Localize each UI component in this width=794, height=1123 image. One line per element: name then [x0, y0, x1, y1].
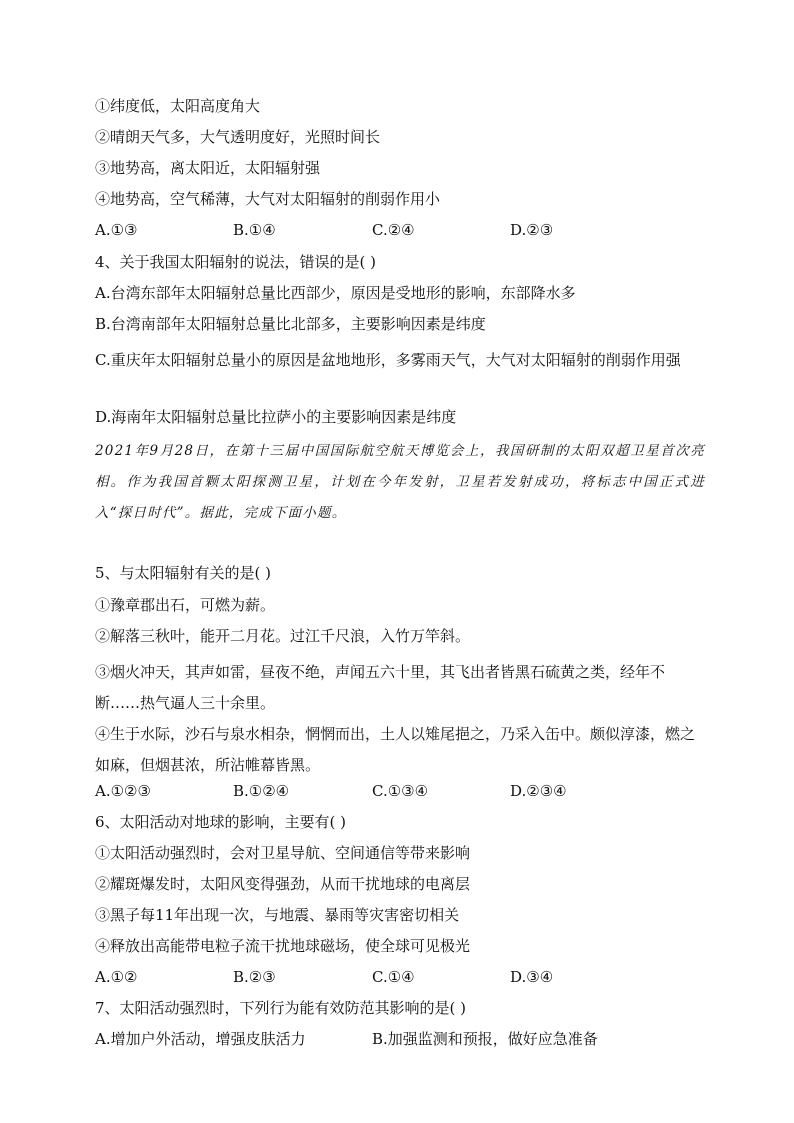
option-b: B.①④ — [233, 221, 276, 239]
q5-option-d: D.②③④ — [510, 782, 567, 800]
q5-option-b: B.①②④ — [233, 782, 290, 800]
q6-statement-2: ②耀斑爆发时，太阳风变得强劲，从而干扰地球的电离层 — [95, 875, 471, 893]
reading-passage: 2021年9月28日，在第十三届中国国际航空航天博览会上，我国研制的太阳双超卫星首次亮相。作为我国首颗太阳探测卫星，计划在今年发射，卫星若发射成功，将标志中国正式进入“探日时代”。据此，完成下面小题。 — [95, 443, 705, 521]
question-5-stem: 5、与太阳辐射有关的是( ) — [95, 564, 272, 582]
q5-statement-2: ②解落三秋叶，能开二月花。过江千尺浪，入竹万竿斜。 — [95, 627, 471, 645]
question-6-stem: 6、太阳活动对地球的影响，主要有( ) — [95, 813, 347, 831]
answer-options — [95, 220, 735, 240]
question-4-stem: 4、关于我国太阳辐射的说法，错误的是( ) — [95, 253, 377, 271]
q6-statement-4: ④释放出高能带电粒子流干扰地球磁场，使全球可见极光 — [95, 937, 471, 955]
statement-2: ②晴朗天气多，大气透明度好，光照时间长 — [95, 128, 381, 146]
q4-option-b: B.台湾南部年太阳辐射总量比北部多，主要影响因素是纬度 — [95, 315, 486, 333]
q6-answer-options — [95, 967, 735, 987]
q4-option-a: A.台湾东部年太阳辐射总量比西部少，原因是受地形的影响，东部降水多 — [95, 284, 576, 302]
q7-answer-options — [95, 1029, 735, 1049]
option-d: D.②③ — [510, 221, 554, 239]
q5-answer-options — [95, 781, 735, 801]
q5-statement-3: ③烟火冲天，其声如雷，昼夜不绝，声闻五六十里，其飞出者皆黑石硫黄之类，经年不断……热气逼人三十余里。 — [95, 663, 666, 712]
q6-option-d: D.③④ — [510, 968, 554, 986]
q7-option-b: B.加强监测和预报，做好应急准备 — [372, 1030, 598, 1048]
q6-option-a: A.①② — [95, 968, 138, 986]
q6-statement-1: ①太阳活动强烈时，会对卫星导航、空间通信等带来影响 — [95, 844, 471, 862]
q7-option-a: A.增加户外活动，增强皮肤活力 — [95, 1030, 306, 1048]
statement-1: ①纬度低，太阳高度角大 — [95, 97, 261, 115]
q5-statement-1: ①豫章郡出石，可燃为薪。 — [95, 596, 276, 614]
statement-3: ③地势高，离太阳近，太阳辐射强 — [95, 159, 321, 177]
q4-option-c: C.重庆年太阳辐射总量小的原因是盆地地形，多雾雨天气，大气对太阳辐射的削弱作用强 — [95, 351, 681, 369]
option-c: C.②④ — [372, 221, 415, 239]
q6-statement-3: ③黑子每11年出现一次，与地震、暴雨等灾害密切相关 — [95, 906, 460, 924]
statement-4: ④地势高，空气稀薄，大气对太阳辐射的削弱作用小 — [95, 190, 441, 208]
q4-option-d: D.海南年太阳辐射总量比拉萨小的主要影响因素是纬度 — [95, 408, 457, 426]
q5-option-c: C.①③④ — [372, 782, 429, 800]
q6-option-b: B.②③ — [233, 968, 276, 986]
q6-option-c: C.①④ — [372, 968, 415, 986]
option-a: A.①③ — [95, 221, 138, 239]
q5-statement-4: ④生于水际，沙石与泉水相杂，惘惘而出，土人以雉尾挹之，乃采入缶中。颇似淳漆，燃之如麻，但烟甚浓，所沾帷幕皆黑。 — [95, 725, 696, 774]
question-7-stem: 7、太阳活动强烈时，下列行为能有效防范其影响的是( ) — [95, 999, 467, 1017]
q5-option-a: A.①②③ — [95, 782, 151, 800]
